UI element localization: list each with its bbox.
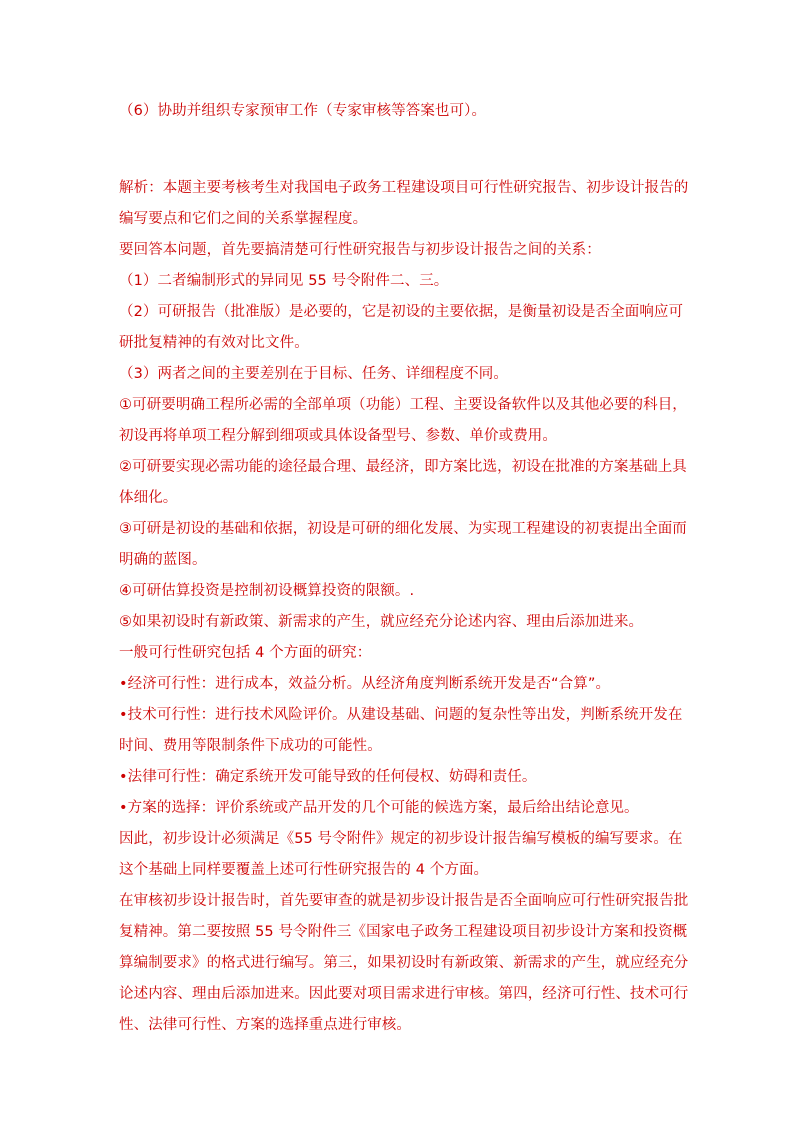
- paragraph-review: 在审核初步设计报告时，首先要审查的就是初步设计报告是否全面响应可行性研究报告批复精神。第二要按照 55 号令附件三《国家电子政务工程建设项目初步设计方案和投资概算编制要求》的格式进行编写。第三，如果初设时有新政策、新需求的产生，就应经充分论述内容、理由后添加进来。因此要对项目需求进行审核。第四，经济可行性、技术可行性、法律可行性、方案的选择重点进行审核。: [119, 893, 689, 1033]
- document-body: [119, 96, 689, 1041]
- paragraph-intro: 要回答本问题，首先要搞清楚可行性研究报告与初步设计报告之间的关系：: [119, 242, 601, 258]
- paragraph-bullet-economic: •经济可行性：进行成本，效益分析。从经济角度判断系统开发是否“合算”。: [119, 676, 611, 692]
- paragraph-gap: [119, 127, 689, 173]
- paragraph-analysis: 解析：本题主要考核考生对我国电子政务工程建设项目可行性研究报告、初步设计报告的编写要点和它们之间的关系掌握程度。: [119, 180, 689, 227]
- paragraph-point-2: （2）可研报告（批准版）是必要的，它是初设的主要依据，是衡量初设是否全面响应可研批复精神的有效对比文件。: [119, 304, 684, 351]
- paragraph-sub-4: ④可研估算投资是控制初设概算投资的限额。.: [119, 583, 415, 599]
- paragraph-answer-6: （6）协助并组织专家预审工作（专家审核等答案也可）。: [119, 103, 487, 119]
- paragraph-feasibility-intro: 一般可行性研究包括 4 个方面的研究：: [119, 645, 372, 661]
- paragraph-sub-1: ①可研要明确工程所必需的全部单项（功能）工程、主要设备软件以及其他必要的科目，初设再将单项工程分解到细项或具体设备型号、参数、单价或费用。: [119, 397, 687, 444]
- paragraph-bullet-legal: •法律可行性：确定系统开发可能导致的任何侵权、妨碍和责任。: [119, 769, 537, 785]
- paragraph-sub-2: ②可研要实现必需功能的途径最合理、最经济，即方案比选，初设在批准的方案基础上具体细化。: [119, 459, 687, 506]
- paragraph-bullet-technical: •技术可行性：进行技术风险评价。从建设基础、问题的复杂性等出发，判断系统开发在时间、费用等限制条件下成功的可能性。: [119, 707, 683, 754]
- paragraph-bullet-scheme: •方案的选择：评价系统或产品开发的几个可能的候选方案，最后给出结论意见。: [119, 800, 639, 816]
- paragraph-point-1: （1）二者编制形式的异同见 55 号令附件二、三。: [119, 273, 449, 289]
- paragraph-conclusion: 因此，初步设计必须满足《55 号令附件》规定的初步设计报告编写模板的编写要求。在这个基础上同样要覆盖上述可行性研究报告的 4 个方面。: [119, 831, 683, 878]
- paragraph-point-3: （3）两者之间的主要差别在于目标、任务、详细程度不同。: [119, 366, 508, 382]
- paragraph-sub-3: ③可研是初设的基础和依据，初设是可研的细化发展、为实现工程建设的初衷提出全面而明确的蓝图。: [119, 521, 687, 568]
- paragraph-sub-5: ⑤如果初设时有新政策、新需求的产生，就应经充分论述内容、理由后添加进来。: [119, 614, 644, 630]
